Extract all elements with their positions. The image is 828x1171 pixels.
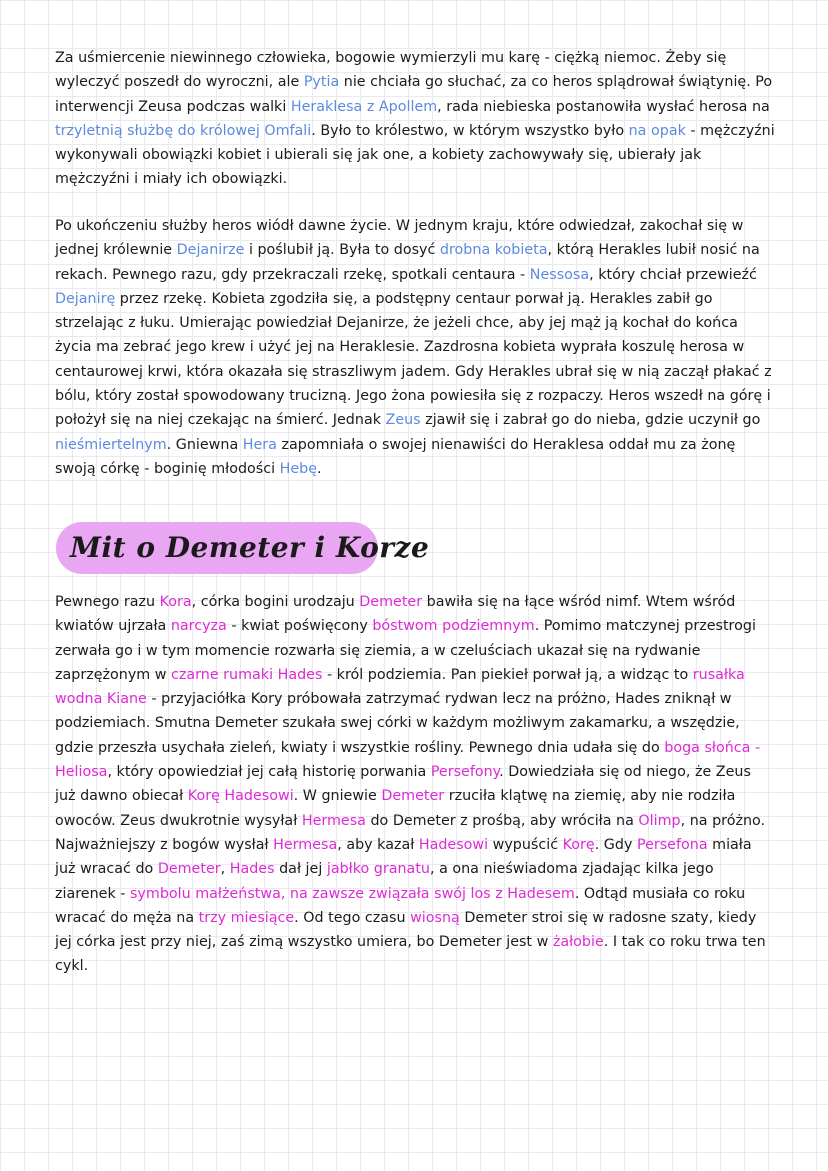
highlighted-term: Dejanirę (55, 290, 116, 307)
paragraph-herakles-omfala (55, 46, 775, 192)
highlighted-term: Kora (159, 594, 192, 610)
text-segment: , (220, 861, 230, 878)
highlighted-term: jabłko granatu (326, 861, 430, 878)
text-segment: , a ona nieświadoma zjadając kilka jego ziarenek - (55, 861, 714, 902)
text-segment: bawiła się na łące wśród nimf. Wtem wśród kwiatów ujrzała (55, 594, 736, 635)
highlighted-term: Dejanirze (176, 242, 245, 259)
highlighted-term: Korę Hadesowi (187, 788, 294, 805)
highlighted-term: Hermesa (273, 836, 338, 853)
text-segment: zapomniała o swojej nienawiści do Heraklesa oddał mu za żonę swoją córkę - boginię młodości (55, 436, 736, 477)
highlighted-term: Hera (242, 436, 277, 453)
highlighted-term: Hadesowi (418, 836, 489, 853)
text-segment: - kwiat poświęcony (226, 618, 373, 635)
text-segment: miała już wracać do (55, 836, 752, 878)
highlighted-term: Nessosa (529, 266, 590, 283)
paragraph-demeter-kora (55, 590, 775, 979)
highlighted-term: Hermesa (301, 812, 366, 829)
highlighted-term: Persefona (636, 836, 708, 853)
highlighted-term: symbolu małżeństwa, na zawsze związała swój los z Hadesem (129, 885, 575, 902)
text-segment: , który chciał przewieźć (589, 266, 757, 283)
text-segment: , na próżno. Najważniejszy z bogów wysłał (55, 812, 766, 853)
text-segment: , rada niebieska postanowiła wysłać herosa na (437, 98, 770, 115)
highlighted-term: wiosną (410, 909, 460, 926)
text-segment: - mężczyźni wykonywali obowiązki kobiet i ubierali się jak one, a kobiety zachowywały się, ubierały jak mężczyźni i miały ich obowiązki. (55, 122, 775, 188)
text-segment: nie chciała go słuchać, za co heros splądrował świątynię. Po interwencji Zeusa podczas walki (55, 74, 773, 115)
highlighted-term: rusałka wodna Kiane (55, 666, 745, 708)
highlighted-term: Persefony (430, 764, 500, 781)
highlighted-term: bóstwom podziemnym (372, 618, 535, 635)
highlighted-term: drobna kobieta (439, 242, 548, 259)
highlighted-term: Zeus (385, 412, 421, 429)
highlighted-term: Pytia (303, 74, 340, 91)
highlighted-term: czarne rumaki Hades (171, 666, 323, 683)
text-segment: , aby kazał (337, 836, 419, 853)
text-segment: . Dowiedziała się od niego, że Zeus już dawno obiecał (55, 764, 751, 805)
text-segment: . Gdy (594, 836, 637, 853)
highlighted-term: trzyletnią służbę do królowej Omfali (55, 122, 312, 139)
text-segment: . Pomimo matczynej przestrogi zerwała go i w tym momencie rozwarła się ziemia, a w czeluściach ukazał się na rydwanie zaprzężonym w (55, 618, 756, 683)
section-heading: Mit o Demeter i Korze (70, 531, 430, 564)
text-segment: , którą Herakles lubił nosić na rekach. Pewnego razu, gdy przekraczali rzekę, spotkali centaura - (55, 242, 760, 283)
text-segment: Po ukończeniu służby heros wiódł dawne życie. W jednym kraju, które odwiedzał, zakochał się w jednej królewnie (55, 218, 744, 259)
text-segment: przez rzekę. Kobieta zgodziła się, a podstępny centaur porwał ją. Herakles zabił go strzelając z łuku. Umierając powiedział Dejanirze, że jeżeli chce, aby jej mąż ją kochał do końca życia ma zebrać jego krew i użyć jej na Heraklesie. Zazdrosna kobieta wyprała koszulę herosa w centaurowej krwi, która okazała się straszliwym jadem. Gdy Herakles ubrał się w nią zaczął płakać z bólu, który został spowodowany trucizną. Jego żona powiesiła się z rozpaczy. Heros wszedł na górę i położył się na niej czekając na śmierć. Jednak (55, 290, 772, 429)
text-segment: dał jej (274, 861, 327, 878)
highlighted-term: nieśmiertelnym (55, 436, 167, 453)
highlighted-term: Demeter (157, 861, 221, 878)
text-segment: . Od tego czasu (294, 909, 411, 926)
text-segment: - przyjaciółka Kory próbowała zatrzymać rydwan lecz na próżno, Hades zniknął w podziemiach. Smutna Demeter szukała swej córki w każdym możliwym zakamarku, a wszędzie, gdzie przeszła usychała zieleń, kwiaty i wszystkie rośliny. Pewnego dnia udała się do (55, 691, 740, 756)
text-segment: wypuścić (488, 836, 563, 853)
text-segment: , córka bogini urodzaju (191, 594, 360, 610)
paragraph-herakles-dejanira (55, 214, 775, 481)
text-segment: Za uśmiercenie niewinnego człowieka, bogowie wymierzyli mu karę - ciężką niemoc. Żeby się wyleczyć poszedł do wyroczni, ale (55, 50, 727, 91)
highlighted-term: Demeter (381, 788, 445, 805)
highlighted-term: Korę (562, 836, 595, 853)
text-segment: rzuciła klątwę na ziemię, aby nie rodziła owoców. Zeus dwukrotnie wysyłał (55, 788, 736, 829)
text-segment: . I tak co roku trwa ten cykl. (55, 934, 766, 975)
highlighted-term: żałobie (552, 934, 604, 951)
text-segment: . W gniewie (293, 788, 382, 805)
highlighted-term: narcyza (170, 618, 227, 635)
highlighted-term: boga słońca - Heliosa (55, 739, 761, 781)
highlighted-term: Hebę (279, 460, 318, 477)
text-segment: i poślubił ją. Była to dosyć (244, 242, 440, 259)
highlighted-term: Olimp (638, 812, 681, 829)
text-segment: , który opowiedział jej całą historię porwania (107, 764, 431, 781)
highlighted-term: Hades (229, 861, 275, 878)
text-segment: do Demeter z prośbą, aby wróciła na (365, 812, 639, 829)
highlighted-term: Demeter (359, 594, 423, 610)
text-segment: zjawił się i zabrał go do nieba, gdzie uczynił go (420, 412, 761, 429)
text-segment: Pewnego razu (55, 594, 160, 610)
text-segment: . Gniewna (166, 436, 243, 453)
text-segment: . Odtąd musiała co roku wracać do męża na (55, 885, 746, 926)
text-segment: - król podziemia. Pan piekieł porwał ją, a widząc to (322, 666, 693, 683)
text-segment: . (317, 460, 322, 477)
highlighted-term: na opak (628, 122, 686, 139)
highlighted-term: trzy miesiące (198, 909, 295, 926)
text-segment: Demeter stroi się w radosne szaty, kiedy jej córka jest przy niej, zaś zimą wszystko umiera, bo Demeter jest w (55, 909, 757, 951)
text-segment: . Było to królestwo, w którym wszystko było (311, 122, 629, 139)
highlighted-term: Heraklesa z Apollem (290, 98, 438, 115)
